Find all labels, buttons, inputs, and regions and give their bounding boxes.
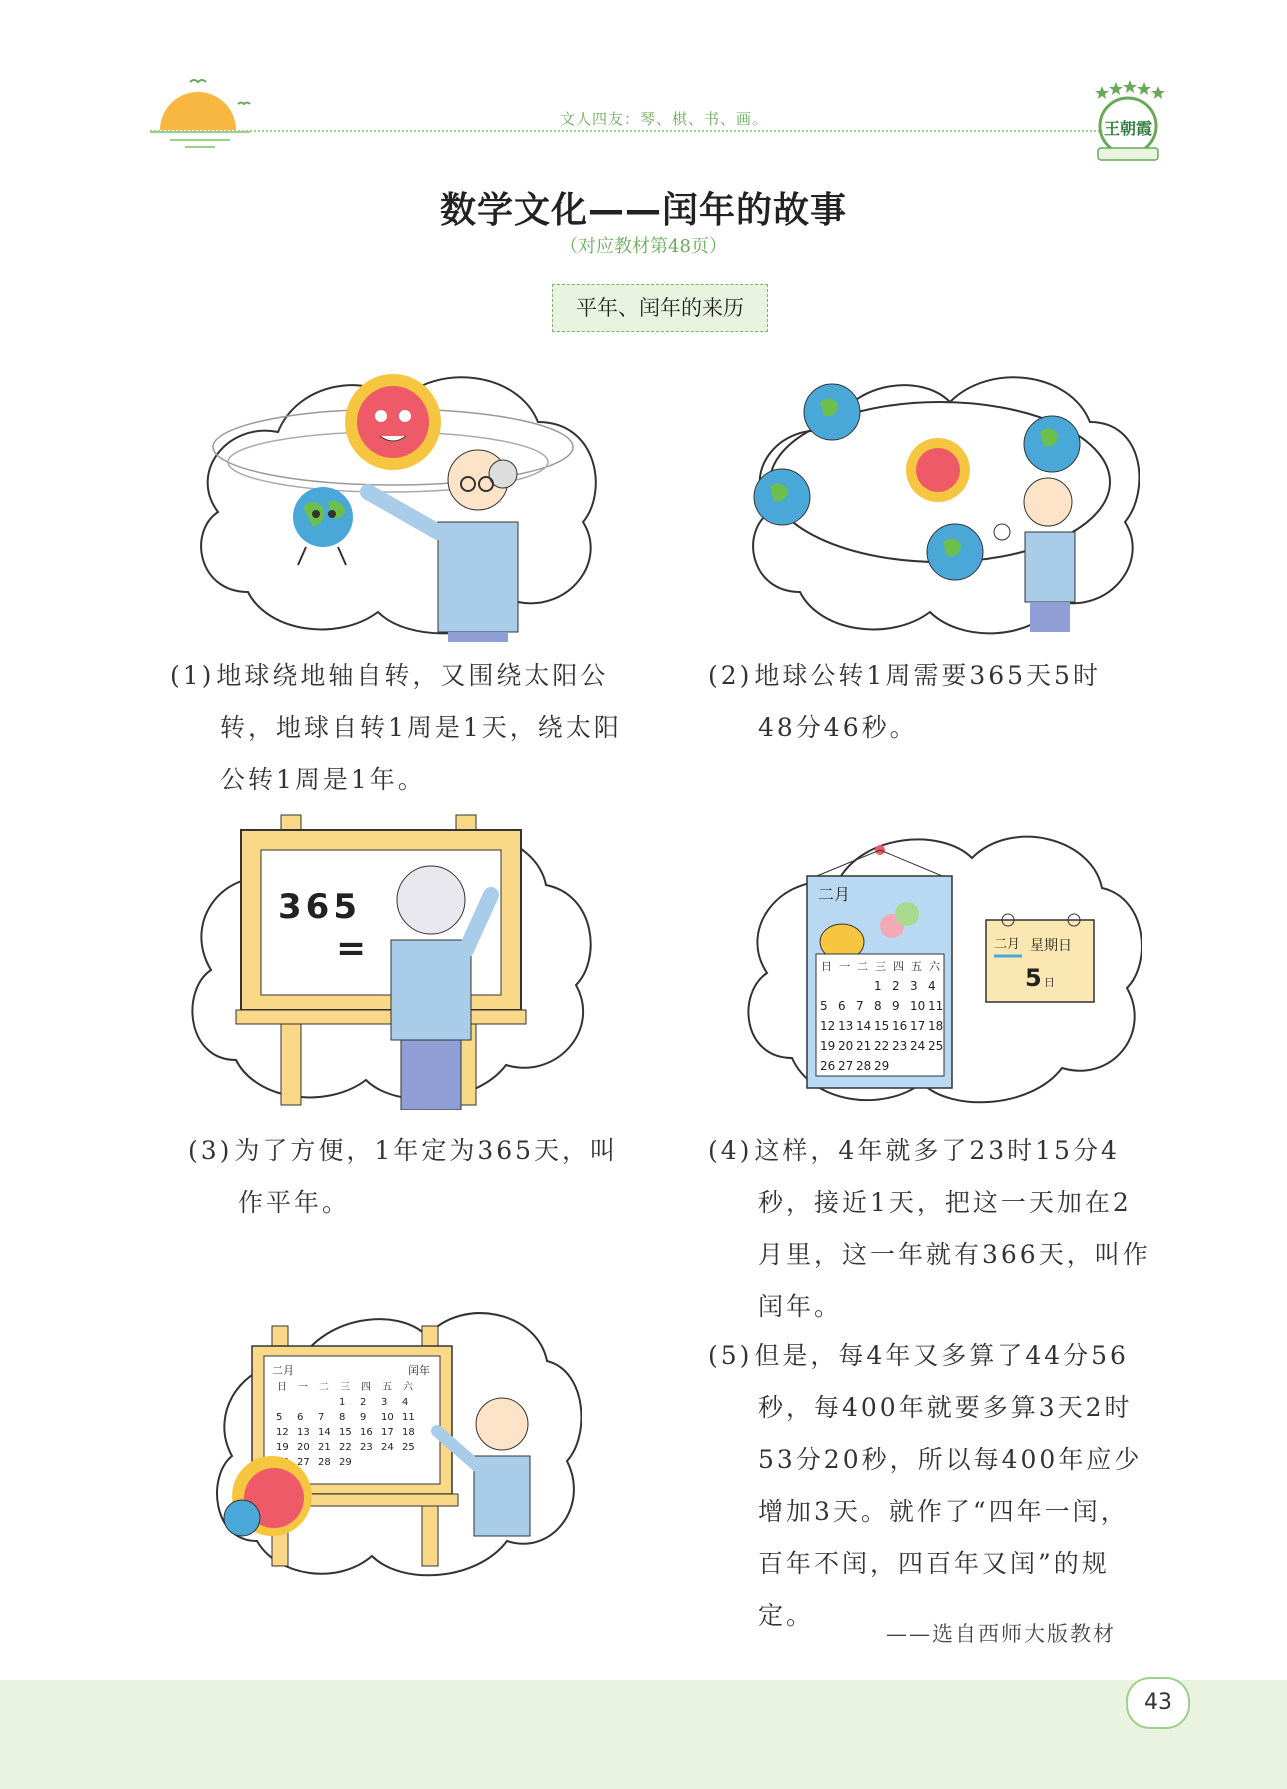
calendar-day: 2 bbox=[892, 979, 900, 993]
calendar-day: 8 bbox=[874, 999, 882, 1013]
board-equals: = bbox=[336, 928, 367, 969]
calendar-day: 16 bbox=[892, 1019, 908, 1033]
calendar-day: 13 bbox=[838, 1019, 854, 1033]
source-citation: ——选自西师大版教材 bbox=[886, 1622, 1116, 1646]
calendar-day: 1 bbox=[874, 979, 882, 993]
calendar-day: 25 bbox=[928, 1039, 944, 1053]
sun-icon bbox=[345, 374, 441, 470]
calendar-day: 7 bbox=[856, 999, 864, 1013]
calendar-weekday: 一 bbox=[839, 960, 850, 973]
calendar-day: 5 bbox=[820, 999, 828, 1013]
calendar-day: 21 bbox=[856, 1039, 872, 1053]
calendar-day: 19 bbox=[276, 1442, 289, 1453]
calendar-day: 7 bbox=[318, 1412, 325, 1423]
calendar-weekday: 二 bbox=[857, 960, 868, 973]
page-title: 数学文化——闰年的故事 bbox=[439, 190, 847, 231]
calendar-day: 17 bbox=[381, 1427, 394, 1438]
calendar-day: 21 bbox=[318, 1442, 331, 1453]
calendar-day: 10 bbox=[910, 999, 926, 1013]
paragraph-2: (2)地球公转1周需要365天5时 48分46秒。 bbox=[708, 661, 1101, 742]
calendar-day: 28 bbox=[856, 1059, 872, 1073]
calendar-day: 18 bbox=[928, 1019, 944, 1033]
svg-text:日: 日 bbox=[1044, 976, 1055, 989]
calendar-day: 28 bbox=[318, 1457, 331, 1468]
wall-calendar bbox=[807, 876, 952, 1088]
calendar-day: 29 bbox=[339, 1457, 352, 1468]
calendar-weekday: 二 bbox=[319, 1382, 329, 1393]
header-divider bbox=[150, 130, 1100, 132]
brand-name: 王朝霞 bbox=[1103, 119, 1152, 138]
calendar-day: 24 bbox=[381, 1442, 394, 1453]
calendar-day: 23 bbox=[360, 1442, 373, 1453]
paragraph-5: (5)但是，每4年又多算了44分56 秒，每400年就要多算3天2时 53分20秒，所以每400年应少 增加3天。就作了“四年一闰， 百年不闰，四百年又闰”的规 定。 bbox=[708, 1341, 1143, 1630]
page-subtitle: （对应教材第48页） bbox=[560, 236, 727, 257]
calendar-day: 25 bbox=[402, 1442, 415, 1453]
calendar-day: 22 bbox=[339, 1442, 352, 1453]
calendar-day: 12 bbox=[276, 1427, 289, 1438]
desk-calendar bbox=[986, 914, 1094, 1002]
earth-icon bbox=[224, 1500, 260, 1536]
svg-text:二月: 二月 bbox=[994, 937, 1021, 952]
calendar-weekday: 一 bbox=[298, 1382, 308, 1393]
calendar-weekday: 日 bbox=[277, 1382, 287, 1393]
footer-band bbox=[0, 1680, 1287, 1789]
calendar-day: 26 bbox=[820, 1059, 836, 1073]
paragraph-1: (1)地球绕地轴自转，又围绕太阳公 转，地球自转1周是1天，绕太阳 公转1周是1年。 bbox=[170, 661, 622, 794]
calendar-day: 4 bbox=[402, 1397, 409, 1408]
calendar-day: 13 bbox=[297, 1427, 310, 1438]
calendar-day: 29 bbox=[874, 1059, 890, 1073]
calendar-weekday: 三 bbox=[875, 960, 886, 973]
calendar-day: 9 bbox=[892, 999, 900, 1013]
illustration-leap-board bbox=[212, 1286, 582, 1590]
calendar-day: 27 bbox=[838, 1059, 854, 1073]
calendar-day: 5 bbox=[276, 1412, 283, 1423]
svg-text:星期日: 星期日 bbox=[1030, 938, 1072, 954]
illustration-calendars bbox=[742, 818, 1142, 1112]
calendar-day: 1 bbox=[339, 1397, 346, 1408]
calendar-day: 16 bbox=[360, 1427, 373, 1438]
calendar-day: 6 bbox=[838, 999, 846, 1013]
calendar-weekday: 三 bbox=[340, 1382, 350, 1393]
calendar-day: 20 bbox=[838, 1039, 854, 1053]
sunset-logo-icon bbox=[150, 70, 270, 150]
calendar-weekday: 六 bbox=[929, 960, 940, 973]
paragraph-4: (4)这样，4年就多了23时15分4 秒，接近1天，把这一天加在2 月里，这一年就有366天，叫作 闰年。 bbox=[708, 1136, 1151, 1321]
illustration-earth-orbit bbox=[740, 352, 1140, 646]
calendar-day: 4 bbox=[928, 979, 936, 993]
calendar-day: 12 bbox=[820, 1019, 836, 1033]
calendar-day: 17 bbox=[910, 1019, 926, 1033]
svg-text:二月: 二月 bbox=[818, 885, 851, 904]
calendar-day: 15 bbox=[339, 1427, 352, 1438]
calendar-day: 2 bbox=[360, 1397, 367, 1408]
calendar-weekday: 五 bbox=[382, 1382, 392, 1393]
calendar-weekday: 六 bbox=[403, 1382, 413, 1393]
calendar-weekday: 日 bbox=[821, 960, 832, 973]
calendar-day: 11 bbox=[928, 999, 944, 1013]
calendar-day: 27 bbox=[297, 1457, 310, 1468]
board-number: 365 bbox=[278, 887, 361, 927]
page-number: 43 bbox=[1126, 1677, 1190, 1729]
calendar-day: 14 bbox=[318, 1427, 331, 1438]
section-tag: 平年、闰年的来历 bbox=[552, 284, 768, 332]
calendar-day: 10 bbox=[381, 1412, 394, 1423]
calendar-day: 6 bbox=[297, 1412, 304, 1423]
calendar-day: 9 bbox=[360, 1412, 367, 1423]
calendar-day: 14 bbox=[856, 1019, 872, 1033]
illustration-earth-rotation bbox=[188, 352, 608, 646]
calendar-day: 18 bbox=[402, 1427, 415, 1438]
calendar-day: 20 bbox=[297, 1442, 310, 1453]
calendar-day: 19 bbox=[820, 1039, 836, 1053]
svg-text:二月: 二月 bbox=[272, 1364, 294, 1377]
calendar-weekday: 四 bbox=[893, 960, 904, 973]
calendar-day: 23 bbox=[892, 1039, 908, 1053]
svg-text:闰年: 闰年 bbox=[408, 1364, 430, 1377]
calendar-weekday: 五 bbox=[911, 960, 922, 973]
calendar-day: 3 bbox=[910, 979, 918, 993]
calendar-day: 3 bbox=[381, 1397, 388, 1408]
calendar-day: 22 bbox=[874, 1039, 890, 1053]
calendar-weekday: 四 bbox=[361, 1382, 371, 1393]
header-motto: 文人四友：琴、棋、书、画。 bbox=[560, 110, 769, 128]
paragraph-3: (3)为了方便，1年定为365天，叫 作平年。 bbox=[188, 1136, 619, 1217]
calendar-day: 15 bbox=[874, 1019, 890, 1033]
calendar-day: 24 bbox=[910, 1039, 926, 1053]
illustration-blackboard bbox=[186, 810, 596, 1114]
calendar-day: 11 bbox=[402, 1412, 415, 1423]
calendar-day: 8 bbox=[339, 1412, 346, 1423]
sun-icon bbox=[906, 438, 970, 502]
svg-text:5: 5 bbox=[1025, 964, 1042, 992]
